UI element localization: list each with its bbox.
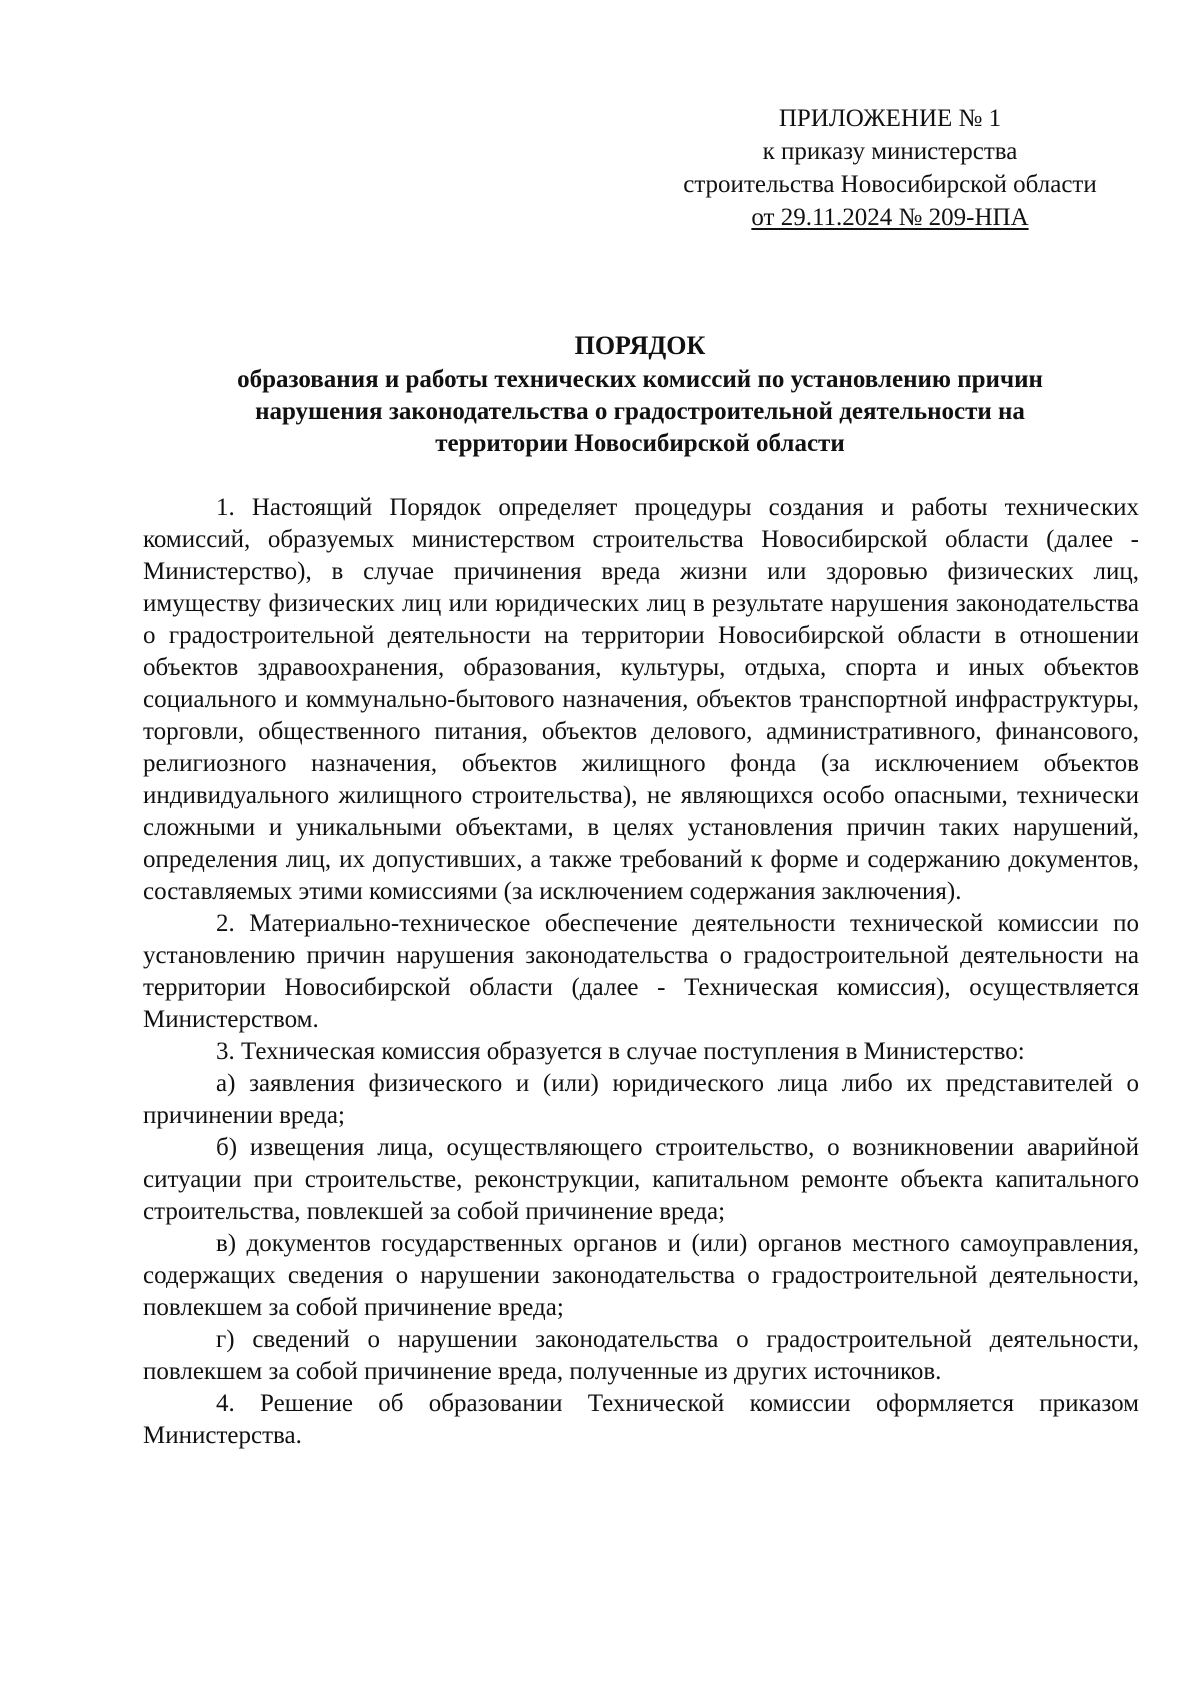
title-line-1: образования и работы технических комиссий по установлению причин [237, 366, 1043, 393]
subitem-g: г) сведений о нарушении законодательства о градостроительной деятельности, повлекшем за собой причинение вреда, полученные из других источников. [143, 1326, 1139, 1385]
paragraph-1: 1. Настоящий Порядок определяет процедуры создания и работы технических комиссий, образуемых министерством строительства Новосибирской области (далее - Министерство), в случае причинения вреда жизни или здоровью физических лиц, имуществу физических лиц или юридических лиц в результате нарушения законодательства о градостроительной деятельности на территории Новосибирской области в отношении объектов здравоохранения, образования, культуры, отдыха, спорта и иных объектов социального и коммунально-бытового назначения, объектов транспортной инфраструктуры, торговли, общественного питания, объектов делового, административного, финансового, религиозного назначения, объектов жилищного фонда (за исключением объектов индивидуального жилищного строительства), не являющихся особо опасными, технически сложными и уникальными объектами, в целях установления причин таких нарушений, определения лиц, их допустивших, а также требований к форме и содержанию документов, составляемых этими комиссиями (за исключением содержания заключения). [143, 494, 1139, 905]
paragraph-4: 4. Решение об образовании Технической комиссии оформляется приказом Министерства. [143, 1390, 1139, 1449]
subitem-b: б) извещения лица, осуществляющего строительство, о возникновении аварийной ситуации при строительстве, реконструкции, капитальном ремонте объекта капитального строительства, повлекшей за собой причинение вреда; [143, 1134, 1139, 1225]
appendix-order-ref: к приказу министерства [762, 138, 1018, 165]
paragraph-2: 2. Материально-техническое обеспечение деятельности технической комиссии по установлению причин нарушения законодательства о градостроительной деятельности на территории Новосибирской области (далее - Техническая комиссия), осуществляется Министерством. [143, 910, 1139, 1033]
document-body [143, 492, 1139, 1452]
appendix-order-date: от 29.11.2024 № 209-НПА [751, 204, 1029, 231]
subitem-a: а) заявления физического и (или) юридического лица либо их представителей о причинении вреда; [143, 1070, 1139, 1129]
appendix-number: ПРИЛОЖЕНИЕ № 1 [778, 105, 1002, 132]
title-heading: ПОРЯДОК [574, 331, 706, 360]
appendix-ministry: строительства Новосибирской области [683, 171, 1097, 198]
title-line-2: нарушения законодательства о градостроительной деятельности на [255, 398, 1025, 425]
title-line-3: территории Новосибирской области [435, 430, 845, 457]
appendix-header [660, 102, 1120, 234]
subitem-v: в) документов государственных органов и (или) органов местного самоуправления, содержащих сведения о нарушении законодательства о градостроительной деятельности, повлекшем за собой причинение вреда; [143, 1230, 1139, 1321]
document-title [140, 330, 1140, 460]
paragraph-3: 3. Техническая комиссия образуется в случае поступления в Министерство: [216, 1038, 1025, 1065]
